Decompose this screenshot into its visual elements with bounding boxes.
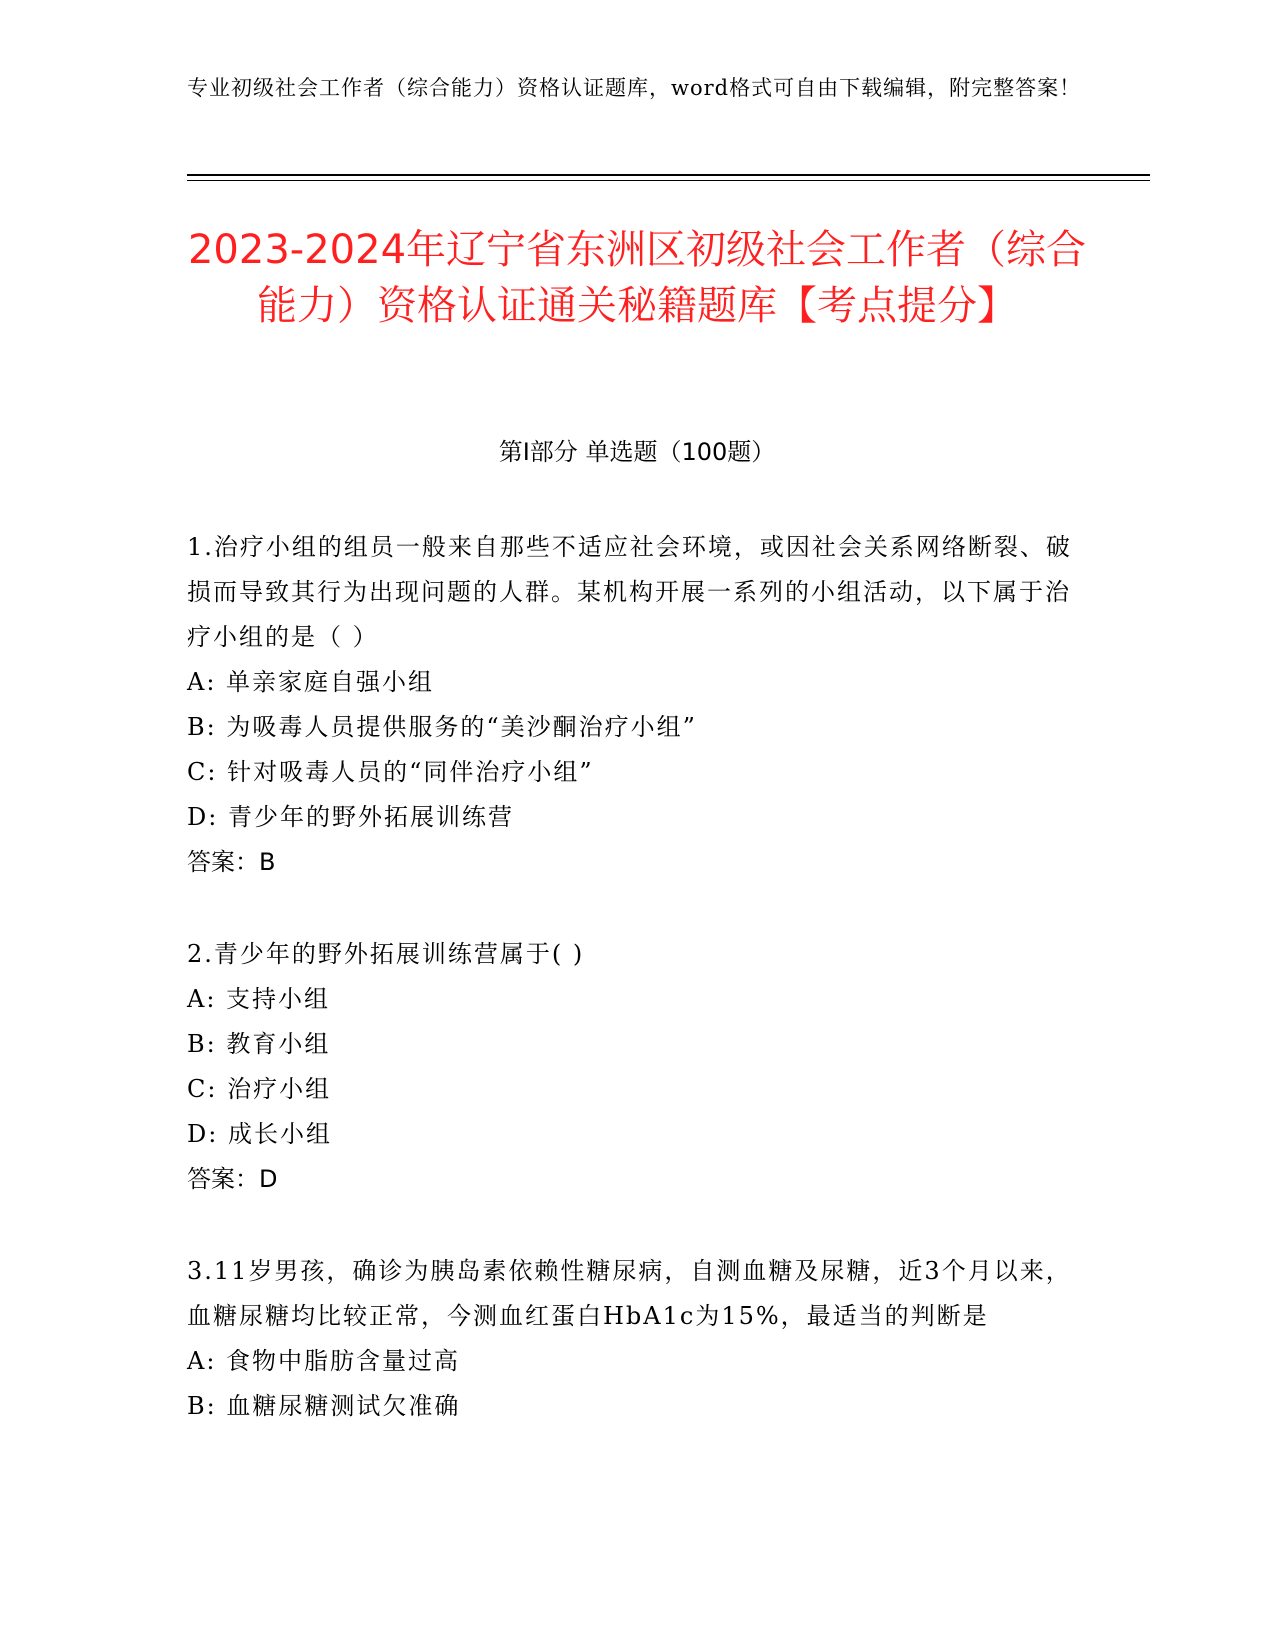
header-divider-thin	[187, 180, 1150, 181]
question-3	[187, 1249, 1087, 1429]
question-1	[187, 525, 1087, 885]
question-stem: 3.11岁男孩，确诊为胰岛素依赖性糖尿病，自测血糖及尿糖，近3个月以来，血糖尿糖均比较正常，今测血红蛋白HbA1c为15%，最适当的判断是	[187, 1257, 1072, 1330]
option-c: C: 治疗小组	[187, 1075, 332, 1103]
option-c: C: 针对吸毒人员的“同伴治疗小组”	[187, 758, 594, 786]
header-note: 专业初级社会工作者（综合能力）资格认证题库，word格式可自由下载编辑，附完整答案！	[187, 76, 1082, 100]
header-divider-thick	[187, 174, 1150, 176]
section-title: 第I部分 单选题（100题）	[498, 438, 776, 466]
answer: 答案：D	[187, 1165, 278, 1193]
option-a: A: 支持小组	[187, 985, 331, 1013]
option-d: D: 成长小组	[187, 1120, 332, 1148]
answer: 答案：B	[187, 848, 276, 876]
option-b: B: 血糖尿糖测试欠准确	[187, 1392, 461, 1420]
question-2	[187, 932, 1087, 1202]
question-list	[187, 525, 1087, 1476]
document-title: 2023-2024年辽宁省东洲区初级社会工作者（综合能力）资格认证通关秘籍题库【考点提分】	[187, 227, 1087, 329]
option-b: B: 教育小组	[187, 1030, 331, 1058]
option-b: B: 为吸毒人员提供服务的“美沙酮治疗小组”	[187, 713, 697, 741]
question-stem: 1.治疗小组的组员一般来自那些不适应社会环境，或因社会关系网络断裂、破损而导致其行为出现问题的人群。某机构开展一系列的小组活动，以下属于治疗小组的是（ ）	[187, 533, 1072, 651]
question-stem: 2.青少年的野外拓展训练营属于( )	[187, 940, 585, 968]
option-a: A: 单亲家庭自强小组	[187, 668, 435, 696]
option-d: D: 青少年的野外拓展训练营	[187, 803, 514, 831]
option-a: A: 食物中脂肪含量过高	[187, 1347, 461, 1375]
